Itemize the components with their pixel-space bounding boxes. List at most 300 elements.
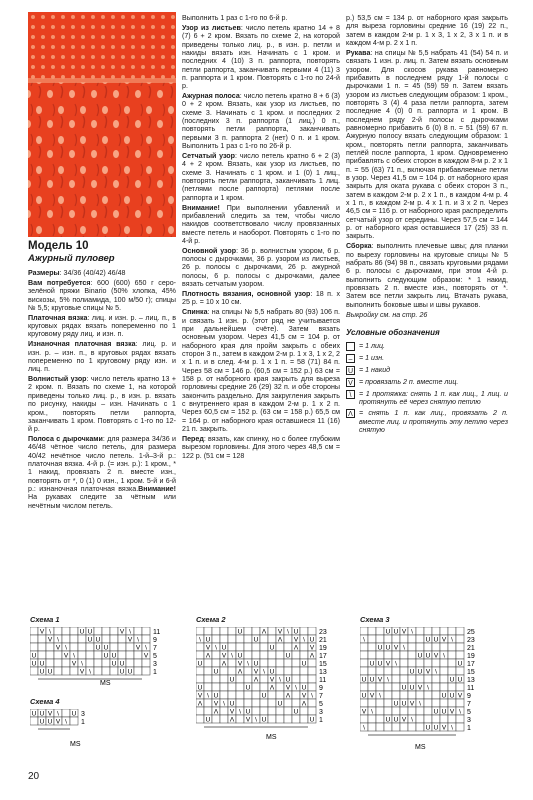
row-number: 15	[467, 669, 475, 676]
chart-symbol: V	[301, 692, 307, 700]
chart-cell	[368, 715, 376, 723]
chart-symbol: \	[199, 636, 201, 644]
scheme-2-title: Схема 2	[196, 615, 226, 624]
chart-cell	[284, 643, 292, 651]
chart-cell	[440, 627, 448, 635]
chart-symbol: \	[73, 652, 75, 660]
scheme-1-chart	[30, 627, 190, 687]
chart-cell	[308, 659, 316, 667]
chart-symbol: U	[261, 692, 267, 700]
chart-symbol: U	[111, 660, 117, 668]
chart-cell	[134, 667, 142, 675]
legend-item: – = 1 изн.	[346, 354, 508, 363]
chart-symbol: Λ	[253, 676, 259, 684]
chart-symbol: U	[213, 692, 219, 700]
chart-cell	[126, 651, 134, 659]
scheme-3-title: Схема 3	[360, 615, 390, 624]
chart-cell	[432, 675, 440, 683]
yarn-over-symbol-icon: U	[347, 367, 354, 375]
chart-cell	[260, 651, 268, 659]
chart-symbol: V	[393, 644, 399, 652]
chart-cell	[62, 667, 70, 675]
chart-symbol: V	[47, 710, 53, 718]
chart-cell	[196, 675, 204, 683]
chart-cell	[392, 667, 400, 675]
chart-symbol: \	[403, 644, 405, 652]
chart-symbol: V	[277, 628, 283, 636]
chart-cell	[308, 699, 316, 707]
front-paragraph: Перед: вязать, как спинку, но с более глубоким вырезом горловины. Для этого через 48,5 см = 122 р. (51 см = 128	[182, 434, 340, 460]
chart-symbol: \	[57, 636, 59, 644]
chart-cell	[252, 699, 260, 707]
legend-item: U = 1 накид	[347, 365, 391, 375]
chart-cell	[260, 659, 268, 667]
chart-cell	[220, 691, 228, 699]
chart-cell	[276, 691, 284, 699]
chart-cell	[400, 651, 408, 659]
chart-cell	[102, 635, 110, 643]
chart-cell	[440, 643, 448, 651]
chart-cell	[70, 717, 78, 725]
chart-symbol: Λ	[197, 700, 203, 708]
chart-cell	[30, 667, 38, 675]
attention-paragraph: Внимание! При выполнении убавлений и прибавлений следить за тем, чтобы число накидов соответствовало числу провязанных вместе петель и наоборот. Повторять с 1-го по 4-й р.	[182, 203, 340, 245]
chart-cell	[78, 635, 86, 643]
scheme-1-title: Схема 1	[30, 615, 60, 624]
chart-symbol: \	[443, 652, 445, 660]
chart-symbol: U	[433, 708, 439, 716]
chart-cell	[376, 651, 384, 659]
row-number: 23	[467, 637, 475, 644]
chart-cell	[416, 715, 424, 723]
chart-cell	[408, 723, 416, 731]
col2-intro: Выполнить 1 раз с 1-го по 6-й р.	[182, 14, 288, 22]
chart-cell	[268, 691, 276, 699]
chart-symbol: V	[237, 660, 243, 668]
chart-symbol: U	[385, 716, 391, 724]
chart-symbol: U	[277, 700, 283, 708]
chart-symbol: U	[39, 710, 45, 718]
chart-cell	[244, 675, 252, 683]
chart-symbol: U	[425, 652, 431, 660]
chart-symbol: U	[79, 628, 85, 636]
row-number: 1	[81, 719, 85, 726]
row-number: 13	[467, 677, 475, 684]
chart-cell	[62, 659, 70, 667]
chart-cell	[360, 659, 368, 667]
chart-cell	[300, 627, 308, 635]
chart-cell	[62, 635, 70, 643]
chart-cell	[236, 683, 244, 691]
chart-cell	[400, 691, 408, 699]
chart-symbol: \	[223, 700, 225, 708]
chart-symbol: \	[49, 628, 51, 636]
chart-cell	[400, 723, 408, 731]
chart-cell	[360, 667, 368, 675]
chart-cell	[228, 667, 236, 675]
chart-cell	[308, 675, 316, 683]
chart-symbol: V	[245, 716, 251, 724]
chart-cell	[424, 675, 432, 683]
chart-symbol: U	[401, 684, 407, 692]
chart-cell	[376, 683, 384, 691]
chart-cell	[244, 667, 252, 675]
chart-symbol: Λ	[277, 636, 283, 644]
scheme-3-chart	[360, 627, 510, 752]
chart-cell	[54, 659, 62, 667]
chart-cell	[252, 707, 260, 715]
row-number: 11	[319, 677, 327, 684]
chart-cell	[94, 667, 102, 675]
chart-cell	[196, 707, 204, 715]
chart-symbol: U	[39, 718, 45, 726]
chart-cell	[212, 715, 220, 723]
chart-cell	[424, 699, 432, 707]
chart-cell	[102, 667, 110, 675]
chart-symbol: U	[39, 660, 45, 668]
chart-cell	[448, 651, 456, 659]
chart-cell	[46, 643, 54, 651]
chart-cell	[252, 683, 260, 691]
column-1	[28, 240, 176, 512]
chart-symbol: V	[401, 716, 407, 724]
chart-symbol: U	[361, 692, 367, 700]
chart-cell	[408, 635, 416, 643]
chart-cell	[62, 627, 70, 635]
chart-cell	[440, 667, 448, 675]
chart-cell	[236, 635, 244, 643]
chart-cell	[392, 651, 400, 659]
chart-cell	[440, 699, 448, 707]
chart-cell	[212, 635, 220, 643]
row-number: 21	[467, 645, 475, 652]
chart-cell	[244, 691, 252, 699]
chart-symbol: \	[303, 636, 305, 644]
chart-cell	[252, 643, 260, 651]
chart-symbol: V	[425, 668, 431, 676]
chart-cell	[448, 683, 456, 691]
chart-symbol: \	[65, 718, 67, 726]
row-number: 7	[319, 693, 323, 700]
row-number: 11	[153, 629, 161, 636]
chart-cell	[244, 651, 252, 659]
materials-paragraph: Вам потребуется: 600 (600) 650 г серо-зелёной пряжи Binario (50% хлопка, 45% вискозы, 5% полиамида, 100 м/50 г); спицы № 5,5; круговые спицы № 5.	[28, 278, 177, 312]
row-number: 5	[467, 709, 471, 716]
chart-cell	[400, 675, 408, 683]
chart-symbol: U	[385, 628, 391, 636]
chart-cell	[432, 643, 440, 651]
chart-symbol: U	[361, 676, 367, 684]
chart-cell	[384, 691, 392, 699]
openwork-paragraph: Ажурная полоса: число петель кратно 8 + 6 (3) 0 + 2 кром. Вязать, как узор из листьев, по схеме 3. Начинать с 1 кром. и последних 2 (последних 3 п. раппорта (1 лиц.) 0 п., повторять петли раппорта, заканчивать первыми 3 п. раппорта 2 (нет) 0 п. и 1 кром. Выполнить 1 раз с 1-го по 26-й р.	[182, 92, 340, 151]
chart-cell	[308, 683, 316, 691]
chart-cell	[384, 699, 392, 707]
chart-cell	[440, 715, 448, 723]
chart-symbol: Λ	[301, 700, 307, 708]
row-number: 11	[467, 685, 475, 692]
chart-cell	[408, 659, 416, 667]
chart-cell	[376, 627, 384, 635]
chart-cell	[196, 715, 204, 723]
chart-symbol: U	[409, 684, 415, 692]
chart-cell	[142, 635, 150, 643]
chart-symbol: U	[237, 652, 243, 660]
chart-cell	[456, 643, 464, 651]
chart-symbol: U	[197, 660, 203, 668]
chart-symbol: U	[47, 718, 53, 726]
chart-symbol: U	[119, 668, 125, 676]
chart-cell	[78, 651, 86, 659]
chart-symbol: \	[215, 644, 217, 652]
ssk-symbol-icon: \	[346, 390, 355, 399]
chart-cell	[196, 667, 204, 675]
chart-cell	[78, 643, 86, 651]
chart-cell	[456, 635, 464, 643]
chart-symbol: U	[269, 668, 275, 676]
chart-cell	[416, 691, 424, 699]
chart-cell	[252, 691, 260, 699]
mesh-paragraph: Сетчатый узор: число петель кратно 6 + 2 (3) 4 + 2 кром. Вязать, как узор из листьев, по схеме 3. Начинать с 1 кром. и 1 (0) 1 лиц., повторять петли раппорта, заканчивать 1 лиц. (петлями после раппорта) петлями после раппорта и 1 кром.	[182, 152, 340, 202]
chart-cell	[86, 643, 94, 651]
chart-symbol: U	[301, 660, 307, 668]
lace-swatch-photo	[28, 12, 176, 237]
chart-cell	[134, 651, 142, 659]
chart-cell	[384, 635, 392, 643]
chart-cell	[38, 643, 46, 651]
chart-symbol: V	[205, 644, 211, 652]
chart-cell	[260, 707, 268, 715]
chart-cell	[392, 707, 400, 715]
chart-cell	[392, 683, 400, 691]
chart-symbol: U	[253, 660, 259, 668]
chart-cell	[54, 627, 62, 635]
chart-symbol: V	[361, 708, 367, 716]
chart-symbol: V	[213, 700, 219, 708]
chart-cell	[392, 675, 400, 683]
chart-cell	[284, 715, 292, 723]
chart-cell	[292, 667, 300, 675]
chart-cell	[102, 659, 110, 667]
chart-cell	[38, 651, 46, 659]
chart-cell	[236, 675, 244, 683]
chart-symbol: U	[31, 652, 37, 660]
chart-symbol: U	[229, 676, 235, 684]
chart-cell	[212, 675, 220, 683]
legend-title: Условные обозначения	[346, 328, 440, 338]
chart-cell	[260, 675, 268, 683]
row-number: 5	[319, 701, 323, 708]
chart-cell	[292, 691, 300, 699]
wave-paragraph: Волнистый узор: число петель кратно 13 + 2 кром. п. Вязать по схеме 1, на которой приведены только лиц. р., в изн. р. вязать по рисунку, накиды – изн. Начинать с 1 кром., повторять петли раппорта, заканчивать 1 кром. Повторять с 1-го по 12-й р.	[28, 375, 176, 434]
column-2	[182, 14, 340, 461]
chart-cell	[448, 715, 456, 723]
chart-symbol: \	[247, 660, 249, 668]
chart-cell	[268, 715, 276, 723]
chart-cell	[284, 699, 292, 707]
chart-cell	[376, 707, 384, 715]
chart-symbol: U	[457, 660, 463, 668]
chart-symbol: U	[39, 668, 45, 676]
assembly-paragraph: Сборка: выполнить плечевые швы; для планки по вырезу горловины на круговые спицы № 5 набрать 86 (94) 98 п., связать круговыми рядами 6 р. полосы с дырочками, при этом 4-й р. выполнить следующим образом: * 1 накид, провязать 2 п. вместе изн., повторять от *. Затем все петли закрыть лиц. Втачать рукава, выполнить боковые швы и швы рукавов.	[346, 242, 508, 309]
row-number: 23	[319, 629, 327, 636]
chart-symbol: \	[451, 636, 453, 644]
chart-cell	[228, 659, 236, 667]
chart-symbol: \	[311, 692, 313, 700]
chart-symbol: V	[441, 724, 447, 732]
chart-cell	[118, 651, 126, 659]
chart-cell	[110, 643, 118, 651]
main-pattern-paragraph: Основной узор: 36 р. волнистым узором, 6 р. полосы с дырочками, 36 р. узором из листьев, 26 р. полосы с дырочками, 26 р. ажурной полосы, 6 р. полосы с дырочками, далее вязать сетчатым узором.	[182, 246, 340, 289]
chart-symbol: V	[369, 692, 375, 700]
chart-symbol: U	[369, 660, 375, 668]
chart-cell	[212, 683, 220, 691]
chart-cell	[236, 643, 244, 651]
chart-symbol: V	[135, 644, 141, 652]
chart-symbol: U	[103, 652, 109, 660]
chart-cell	[360, 643, 368, 651]
chart-cell	[276, 683, 284, 691]
chart-symbol: U	[401, 700, 407, 708]
chart-cell	[360, 627, 368, 635]
chart-cell	[440, 683, 448, 691]
holes-paragraph: Полоса с дырочками: для размера 34/36 и 46/48 чётное число петель, для размера 40/42 нечётное число петель. 1-й–3-й р.: платочная вязка. 4-й р. (= изн. р.): 1 кром., * 1 накид, провязать 2 п. вместе изн., повторять от *, 0 (1) 0 изн., 1 кром. 5-й и 6-й р.: изнаночная платочная вязка.Внимание! На рукавах следите за чётным или нечётным числом петель.	[28, 435, 176, 510]
scheme-1-ms: MS	[100, 680, 111, 687]
chart-cell	[440, 659, 448, 667]
chart-symbol: V	[55, 644, 61, 652]
chart-cell	[292, 651, 300, 659]
chart-symbol: V	[197, 692, 203, 700]
chart-symbol: U	[31, 710, 37, 718]
chart-cell	[308, 707, 316, 715]
chart-symbol: \	[137, 636, 139, 644]
chart-cell	[416, 723, 424, 731]
chart-cell	[220, 707, 228, 715]
chart-symbol: U	[293, 708, 299, 716]
chart-cell	[220, 715, 228, 723]
chart-cell	[432, 699, 440, 707]
chart-cell	[268, 659, 276, 667]
chart-cell	[212, 659, 220, 667]
chart-symbol: U	[205, 716, 211, 724]
knit-symbol-icon	[346, 342, 355, 351]
chart-symbol: U	[245, 708, 251, 716]
legend-item: V = провязать 2 п. вместе лиц.	[346, 378, 508, 387]
chart-symbol: \	[263, 668, 265, 676]
row-number: 9	[467, 693, 471, 700]
chart-symbol: V	[269, 676, 275, 684]
chart-cell	[368, 723, 376, 731]
chart-cell	[110, 635, 118, 643]
chart-symbol: \	[435, 668, 437, 676]
chart-symbol: V	[221, 652, 227, 660]
chart-cell	[408, 643, 416, 651]
chart-cell	[196, 651, 204, 659]
chart-symbol: U	[417, 668, 423, 676]
chart-symbol: U	[385, 644, 391, 652]
stockinette-paragraph: Платочная вязка: лиц. и изн. р. – лиц. п., в круговых рядах вязать попеременно по 1 круговому ряду лиц. и изн. п.	[28, 313, 176, 339]
chart-symbol: V	[79, 668, 85, 676]
row-number: 15	[319, 661, 327, 668]
chart-symbol: \	[459, 708, 461, 716]
leaves-paragraph: Узор из листьев: число петель кратно 14 + 8 (7) 6 + 2 кром. Вязать по схеме 2, на которой приведены только лиц. р., в изн. р. петли и накиды вязать изн. Начинать с 1 кром. и последних 4 (10) 3 п. раппорта, повторять петли раппорта, заканчивать первыми 4 (11) 3 п. раппорта и 1 кром. Повторять с 1-го по 24-й р.	[182, 23, 341, 91]
chart-cell	[400, 659, 408, 667]
chart-cell	[276, 659, 284, 667]
chart-cell	[196, 627, 204, 635]
chart-symbol: U	[393, 628, 399, 636]
chart-symbol: \	[363, 724, 365, 732]
chart-cell	[376, 699, 384, 707]
row-number: 1	[467, 725, 471, 732]
page-number: 20	[28, 771, 40, 782]
chart-symbol: V	[39, 628, 45, 636]
chart-cell	[368, 643, 376, 651]
chart-symbol: U	[269, 644, 275, 652]
chart-symbol: V	[143, 652, 149, 660]
row-number: 17	[319, 653, 327, 660]
chart-symbol: U	[377, 644, 383, 652]
chart-cell	[276, 715, 284, 723]
chart-cell	[368, 667, 376, 675]
chart-symbol: U	[393, 700, 399, 708]
chart-cell	[94, 627, 102, 635]
chart-cell	[360, 651, 368, 659]
chart-symbol: \	[419, 700, 421, 708]
chart-symbol: V	[63, 652, 69, 660]
row-number: 25	[467, 629, 475, 636]
chart-cell	[220, 683, 228, 691]
scheme-3-ms: MS	[415, 744, 426, 751]
chart-cell	[308, 627, 316, 635]
chart-symbol: U	[205, 636, 211, 644]
chart-symbol: U	[111, 652, 117, 660]
chart-symbol: V	[449, 708, 455, 716]
chart-symbol: U	[87, 636, 93, 644]
purl-symbol-icon: –	[346, 354, 355, 363]
chart-symbol: V	[401, 628, 407, 636]
chart-symbol: Λ	[205, 652, 211, 660]
chart-cell	[236, 715, 244, 723]
chart-cell	[134, 659, 142, 667]
chart-symbol: \	[395, 660, 397, 668]
chart-symbol: \	[287, 628, 289, 636]
chart-cell	[368, 627, 376, 635]
chart-cell	[300, 643, 308, 651]
chart-cell	[416, 627, 424, 635]
chart-cell	[440, 675, 448, 683]
row-number: 21	[319, 637, 327, 644]
chart-cell	[70, 627, 78, 635]
chart-symbol: U	[301, 684, 307, 692]
chart-cell	[276, 643, 284, 651]
row-number: 7	[153, 645, 157, 652]
chart-symbol: Λ	[309, 652, 315, 660]
chart-symbol: U	[441, 708, 447, 716]
chart-symbol: U	[425, 724, 431, 732]
double-decrease-symbol-icon: Λ	[346, 409, 355, 418]
chart-cell	[384, 651, 392, 659]
chart-cell	[236, 699, 244, 707]
row-number: 19	[319, 645, 327, 652]
chart-cell	[30, 627, 38, 635]
model-subtitle: Ажурный пуловер	[28, 253, 115, 264]
chart-cell	[204, 675, 212, 683]
chart-symbol: Λ	[261, 628, 267, 636]
chart-cell	[94, 659, 102, 667]
chart-cell	[392, 635, 400, 643]
chart-cell	[360, 699, 368, 707]
chart-symbol: U	[245, 684, 251, 692]
chart-cell	[94, 651, 102, 659]
